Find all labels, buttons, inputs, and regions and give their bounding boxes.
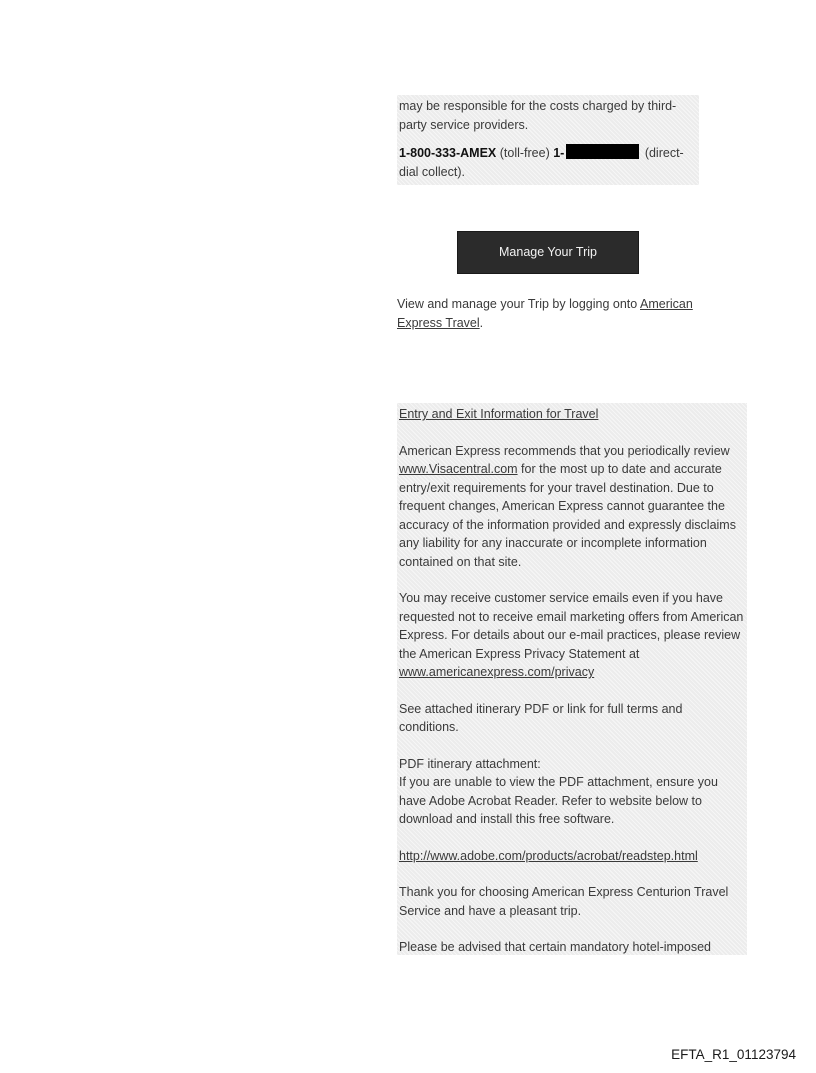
pdf-attachment-paragraph xyxy=(399,755,745,829)
document-id: EFTA_R1_01123794 xyxy=(671,1047,796,1062)
contact-info-block xyxy=(397,95,699,185)
redaction-bar xyxy=(566,144,639,159)
privacy-text: You may receive customer service emails even if you have requested not to receive email marketing offers from American Express. For details about our e-mail practices, please review the American Express Privacy Statement at xyxy=(399,591,744,661)
toll-free-label: (toll-free) xyxy=(496,146,554,160)
manage-trip-period: . xyxy=(479,315,484,330)
entry-exit-info-link[interactable]: Entry and Exit Information for Travel xyxy=(399,407,599,421)
visacentral-link[interactable]: www.Visacentral.com xyxy=(399,462,518,476)
adobe-download-link[interactable]: http://www.adobe.com/products/acrobat/readstep.html xyxy=(399,848,698,863)
manage-your-trip-button[interactable]: Manage Your Trip xyxy=(457,231,639,274)
third-party-costs-text: may be responsible for the costs charged by third-party service providers. xyxy=(399,99,677,132)
visacentral-intro: American Express recommends that you periodically review xyxy=(399,443,730,458)
toll-free-number: 1-800-333-AMEX xyxy=(399,146,497,160)
hotel-fees-paragraph: Please be advised that certain mandatory hotel-imposed xyxy=(399,940,711,954)
thank-you-paragraph: Thank you for choosing American Express Centurion Travel Service and have a pleasant trip. xyxy=(399,885,729,918)
pdf-attachment-body: If you are unable to view the PDF attachment, ensure you have Adobe Acrobat Reader. Refer to website below to download and install this free software. xyxy=(399,775,718,826)
phone-line xyxy=(399,144,697,181)
american-express-travel-link[interactable]: American Express Travel xyxy=(397,297,693,330)
visacentral-disclaimer: for the most up to date and accurate entry/exit requirements for your travel destination. Due to frequent changes, American Express cannot guarantee the accuracy of the information provided and expressly disclaims any liability for any inaccurate or incomplete information contained on that site. xyxy=(399,462,736,569)
terms-paragraph: See attached itinerary PDF or link for full terms and conditions. xyxy=(399,701,683,734)
privacy-link[interactable]: www.americanexpress.com/privacy xyxy=(399,665,595,679)
pdf-attachment-title: PDF itinerary attachment: xyxy=(399,756,541,771)
privacy-paragraph xyxy=(399,589,745,682)
visacentral-paragraph xyxy=(399,442,745,572)
manage-trip-description: View and manage your Trip by logging onto xyxy=(397,297,640,311)
direct-dial-prefix: 1- xyxy=(553,146,565,160)
travel-info-block xyxy=(397,403,747,955)
direct-dial-label: (direct-dial collect). xyxy=(399,146,684,179)
manage-trip-text xyxy=(397,295,717,332)
